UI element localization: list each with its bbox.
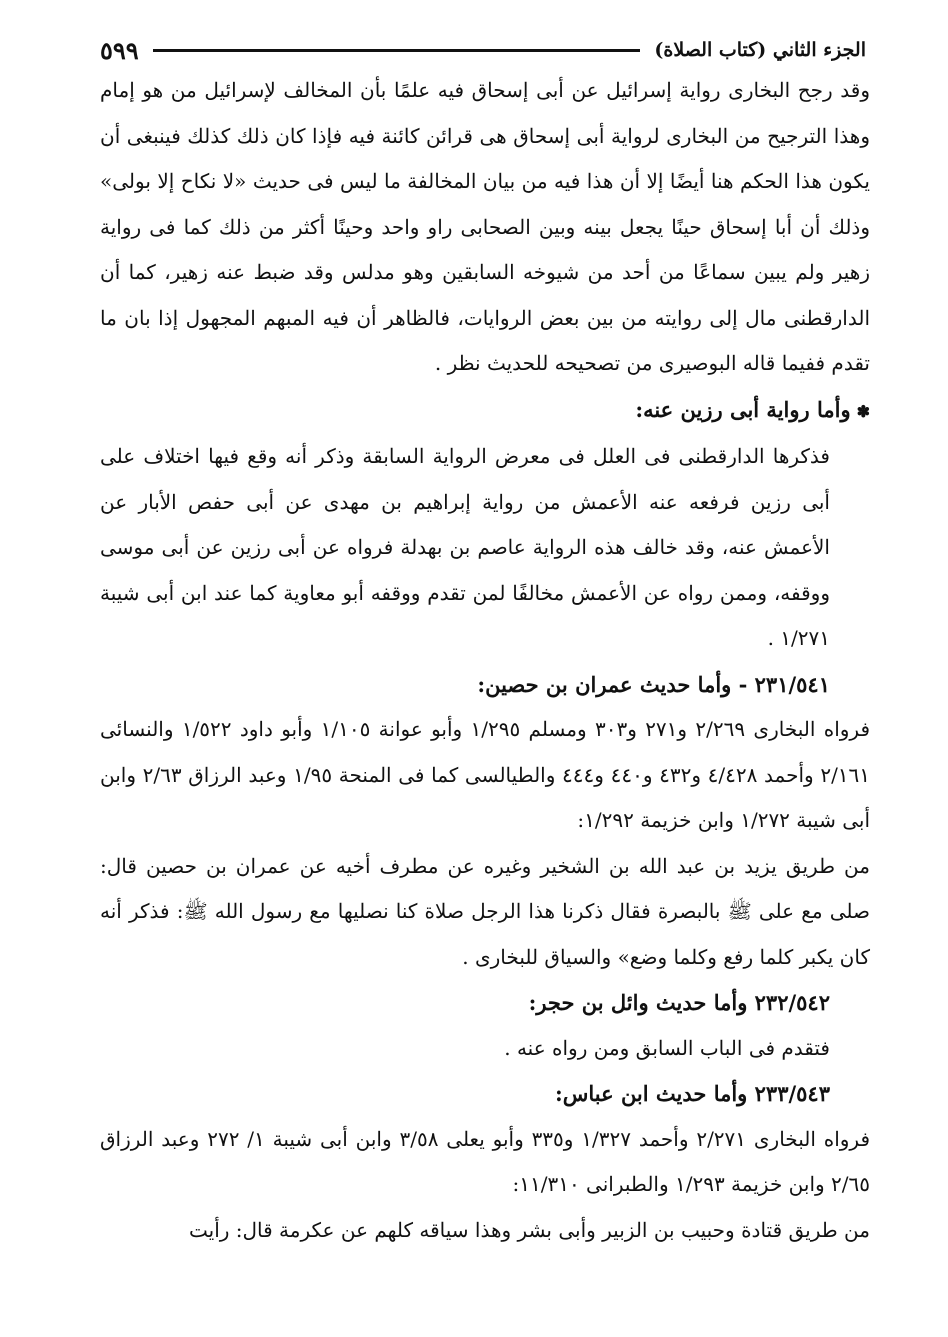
paragraph-2: فذكرها الدارقطنى فى العلل فى معرض الرواية السابقة وذكر أنه وقع فيها اختلاف على أبى رزين فرفعه عنه الأعمش من رواية إبراهيم بن مهدى عن أبى حفص الأبار عن الأعمش عنه، وقد خالف هذه الرواية عاصم بن بهدلة فرواه عن أبى رزين عن أبى موسى ووقفه، وممن رواه عن الأعمش مخالفًا لمن تقدم ووقفه أبو معاوية كما عند ابن أبى شيبة ١/٢٧١ .: [100, 444, 830, 650]
paragraph-3: فرواه البخارى ٢/٢٦٩ و٢٧١ و٣٠٣ ومسلم ١/٢٩٥ وأبو عوانة ١/١٠٥ وأبو داود ١/٥٢٢ والنسائى ٢/١٦١ وأحمد ٤/٤٢٨ و٤٣٢ و٤٤٠ و٤٤٤ والطيالسى كما فى المنحة ١/٩٥ وعبد الرزاق ٢/٦٣ وابن أبى شيبة ١/٢٧٢ وابن خزيمة ١/٢٩٢:: [100, 717, 871, 832]
page-number: ٥٩٩: [100, 35, 139, 65]
section-heading-abu-razin: [100, 387, 870, 435]
page-content: [100, 68, 870, 1253]
section-heading-ibn-abbas: ٢٣٣/٥٤٣ وأما حديث ابن عباس:: [554, 1081, 830, 1106]
header-rule: [153, 49, 641, 52]
paragraph-6: فرواه البخارى ٢/٢٧١ وأحمد ١/٣٢٧ و٣٣٥ وأبو يعلى ٣/٥٨ وابن أبى شيبة ١/ ٢٧٢ وعبد الرزاق ٢/٦٥ وابن خزيمة ١/٢٩٣ والطبرانى ١١/٣١٠:: [100, 1126, 871, 1196]
section-heading-text: وأما رواية أبى رزين عنه:: [635, 396, 851, 422]
running-title: الجزء الثاني (كتاب الصلاة): [654, 39, 866, 61]
paragraph-5: فتقدم فى الباب السابق ومن رواه عنه .: [504, 1035, 830, 1060]
section-heading-wail: ٢٣٢/٥٤٢ وأما حديث وائل بن حجر:: [528, 990, 830, 1015]
section-heading-imran: ٢٣١/٥٤١ - وأما حديث عمران بن حصين:: [477, 671, 830, 697]
paragraph-7: من طريق قتادة وحبيب بن الزبير وأبى بشر وهذا سياقه كلهم عن عكرمة قال: رأيت: [188, 1217, 870, 1242]
asterisk-icon: ✽: [856, 401, 870, 421]
page-header: [100, 30, 866, 70]
paragraph-4: من طريق يزيد بن عبد الله بن الشخير وغيره عن مطرف أخيه عن عمران بن حصين قال: صلى مع على ﷺ بالبصرة فقال ذكرنا هذا الرجل صلاة كنا نصليها مع رسول الله ﷺ: فذكر أنه كان يكبر كلما رفع وكلما وضع» والسياق للبخارى .: [100, 853, 870, 969]
paragraph-1: وقد رجح البخارى رواية إسرائيل عن أبى إسحاق فيه علمًا بأن المخالف لإسرائيل من هو إمام وهذا الترجيح من البخارى لرواية أبى إسحاق هى قرائن كائنة فيه فإذا كان ذلك كذلك فينبغى أن يكون هذا الحكم هنا أيضًا إلا أن هذا فيه من بيان المخالفة ما ليس فى حديث «لا نكاح إلا بولى» وذلك أن أبا إسحاق حينًا يجعل بينه وبين الصحابى راو واحد وحينًا أكثر من ذلك كما فى رواية زهير ولم يبين سماعًا من أحد من شيوخه السابقين وهو مدلس وقد ضبط عنه زهير، كما أن الدارقطنى مال إلى روايته من بين بعض الروايات، فالظاهر أن فيه المبهم المجهول إذا بان ما تقدم ففيما قاله البوصيرى من تصحيحه للحديث نظر .: [100, 78, 870, 375]
